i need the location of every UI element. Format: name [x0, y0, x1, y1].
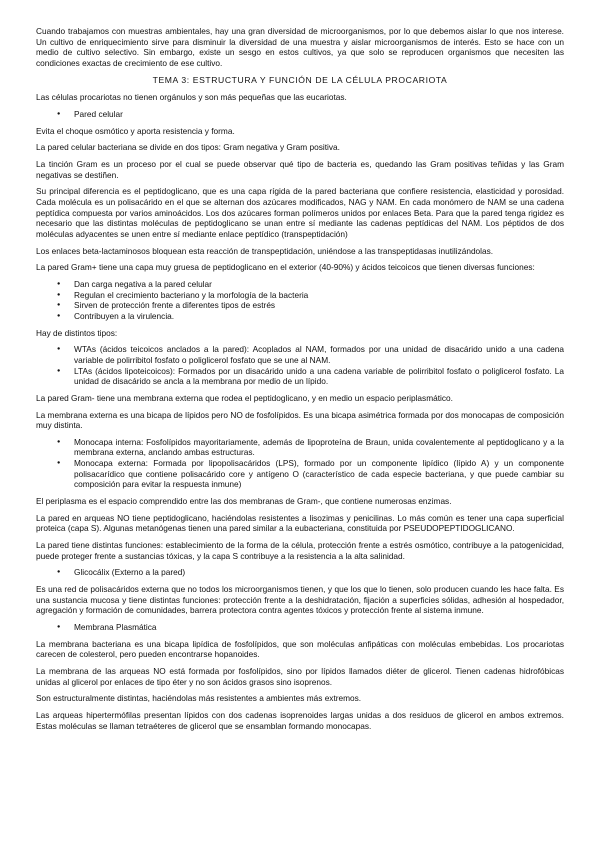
funciones-list — [36, 279, 564, 321]
list-item: ● Dan carga negativa a la pared celular — [36, 279, 564, 290]
paragraph-membrana-externa: La membrana externa es una bicapa de lípidos pero NO de fosfolípidos. Es una bicapa asimétrica formada por dos monocapas de composición muy distinta. — [36, 409, 564, 431]
monocapas-list — [36, 437, 564, 490]
paragraph-funciones-pared: La pared tiene distintas funciones: establecimiento de la forma de la célula, protección frente a estrés osmótico, contribuye a la patogenicidad, puede proteger frente a sustancias tóxicas, y la capa S contribuye a la resistencia a la alta salinidad. — [36, 540, 564, 561]
paragraph-membrana-arqueas: La membrana de las arqueas NO está formada por fosfolípidos, sino por lípidos llamados diéter de glicerol. Tienen cadenas hidrofóbicas unidas al glicerol por enlaces de tipo éter y no son ácidos grasos sino isoprenos. — [36, 665, 564, 687]
list-item: ● Sirven de protección frente a diferentes tipos de estrés — [36, 300, 564, 311]
heading-pared-celular: ● Pared celular — [36, 109, 564, 120]
intro-paragraph: Cuando trabajamos con muestras ambientales, hay una gran diversidad de microorganismos, por lo que debemos aislar lo que nos interese. Un cultivo de enriquecimiento sirve para disminuir la diversidad de una muestra y aislar microorganismos de interés. Esto se hace con un medio de cultivo selectivo. Sin embargo, existe un sesgo en estos cultivos, ya que solo se reproducen organismos que necesiten las condiciones exactas de crecimiento de ese cultivo. — [36, 26, 564, 68]
paragraph-procariotas: Las células procariotas no tienen orgánulos y son más pequeñas que las eucariotas. — [36, 92, 347, 103]
paragraph-betalactam: Los enlaces beta-lactaminosos bloquean esta reacción de transpeptidación, uniéndose a las transpeptidasas inutilizándolas. — [36, 245, 494, 256]
paragraph-divide: La pared celular bacteriana se divide en dos tipos: Gram negativa y Gram positiva. — [36, 142, 340, 153]
paragraph-arqueas-pared: La pared en arqueas NO tiene peptidoglicano, haciéndolas resistentes a lisozimas y penicilinas. Lo más común es tener una capa superficial proteica (capa S). Algunas metanógenas tienen una pared similar a la eubacteriana, constituida por PSEUDOPEPTIDOGLICANO. — [36, 512, 564, 534]
heading-glicocalix: ● Glicocálix (Externo a la pared) — [36, 567, 564, 578]
document-page — [36, 26, 564, 737]
paragraph-evita: Evita el choque osmótico y aporta resistencia y forma. — [36, 125, 235, 136]
paragraph-periplasma: El periplasma es el espacio comprendido entre las dos membranas de Gram-, que contiene numerosas enzimas. — [36, 495, 452, 506]
paragraph-peptidoglicano: Su principal diferencia es el peptidoglicano, que es una capa rígida de la pared bacteriana que confiere resistencia, elasticidad y porosidad. Cada molécula es un polisacárido en el que se alternan dos azúcares modificados, NAG y NAM. En cada monómero de NAM se una cadena peptídica compuesta por varios aminoácidos. Los dos azúcares forman polímeros unidos por enlaces Beta. Para que la pared tenga rigidez es necesario que las distintas moléculas de peptidoglicano se unan entre sí mediante las cadenas peptídicas del NAM. Los péptidos de dos moléculas adyacentes se unen entre sí mediante enlace peptídico (transpeptidación) — [36, 186, 564, 239]
list-item: ● WTAs (ácidos teicoicos anclados a la pared): Acoplados al NAM, formados por una unidad de disacárido unido a una cadena variable de polirribitol fosfato o poliglicerol fosfato que se une al NAM. — [36, 344, 564, 365]
paragraph-hipertermofilas: Las arqueas hipertermófilas presentan lípidos con dos cadenas isoprenoides largas unidas a dos residuos de glicerol en ambos extremos. Estas moléculas se llaman tetraéteres de glicerol que se ensamblan formando monocapas. — [36, 710, 564, 731]
tipos-list — [36, 344, 564, 386]
list-item: ● Regulan el crecimiento bacteriano y la morfología de la bacteria — [36, 290, 564, 301]
list-item: ● Monocapa interna: Fosfolípidos mayoritariamente, además de lipoproteína de Braun, unida covalentemente al peptidoglicano y a la membrana externa, anclando ambas estructuras. — [36, 437, 564, 458]
paragraph-membrana-bacteriana: La membrana bacteriana es una bicapa lipídica de fosfolípidos, que son moléculas anfipáticas con moléculas embebidas. Los procariotas carecen de colesterol, pero pueden encontrarse hopanoides. — [36, 638, 564, 660]
list-item: ● Monocapa externa: Formada por lipopolisacáridos (LPS), formado por un componente lipídico (lípido A) y un componente polisacarídico que contiene polisacárido core y antígeno O (característico de cada especie bacteriana, y que puede cambiar su composición para evitar la respuesta inmune) — [36, 458, 564, 490]
list-item: ● LTAs (ácidos lipoteicoicos): Formados por un disacárido unido a una cadena variable de polirribitol fosfato o poliglicerol fosfato. La unidad de disacárido se ancla a la membrana por medio de un lípido. — [36, 366, 564, 387]
heading-membrana-plasmatica: ● Membrana Plasmática — [36, 622, 564, 633]
paragraph-gram-positiva: La pared Gram+ tiene una capa muy gruesa de peptidoglicano en el exterior (40-90%) y ácidos teicoicos que tienen diversas funciones: — [36, 262, 535, 273]
list-item: ● Contribuyen a la virulencia. — [36, 311, 564, 322]
page-title: TEMA 3: ESTRUCTURA Y FUNCIÓN DE LA CÉLULA PROCARIOTA — [152, 74, 448, 85]
paragraph-estructural: Son estructuralmente distintas, haciéndolas más resistentes a ambientes más extremos. — [36, 693, 362, 704]
paragraph-tipos: Hay de distintos tipos: — [36, 327, 118, 338]
paragraph-glicocalix: Es una red de polisacáridos externa que no todos los microorganismos tienen, y que los que lo tienen, solo producen cuando les hace falta. Es una sustancia mucosa y tiene distintas funciones: protección frente a la deshidratación, fijación a superficies sólidas, adhesión al hospedador, agregación y formación de comunidades, barrera protectora contra agentes tóxicos y protección frente al sistema inmune. — [36, 583, 564, 616]
paragraph-tincion: La tinción Gram es un proceso por el cual se puede observar qué tipo de bacteria es, quedando las Gram positivas teñidas y las Gram negativas se destiñen. — [36, 159, 564, 180]
paragraph-gram-negativa: La pared Gram- tiene una membrana externa que rodea el peptidoglicano, y en medio un espacio periplasmático. — [36, 392, 453, 403]
